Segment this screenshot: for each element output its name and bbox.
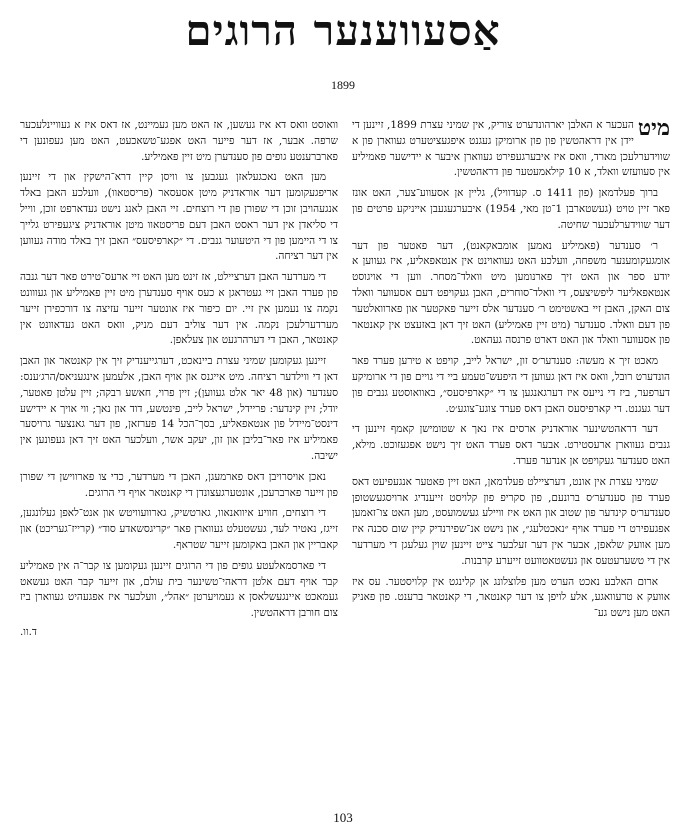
paragraph: די פארסמאלעטע גופים פון די הרוגים זיינען געקומען צו קבר־ה אין פאמיליע קבר אויף דעם אלטן דראהי־טשינער בית עולם, און זייער קבר האט געשאט געמאכט איינגעשלאסן א געמויערטן ״אהל״, וועלכער איז אפגעהיט געווארן ביז צום חורבן דראהטשין. bbox=[20, 559, 338, 620]
paragraph: ארום האלבע נאכט הערט מען פלוצלונג אן קלינגט אין קלויסטער. עס איז אוועק א טרעוואגע, אלע לויפן צו דער קאנטאר, די קאנטאר ברענט. פון פאניק האט מען נישט גע־ bbox=[352, 575, 670, 620]
paragraph: וואוסט וואס דא איז געשען, אז האט מען געמיינט, אז דאס איז א געוויינלעכער שרפה. אבער, אז דער פייער האט אפגע־טשאכעט, האט מען געפונען די פארברענטע גופים פון סענדערן מיט זיין פאמיליע. bbox=[20, 119, 338, 163]
paragraph: מאכט זיך א מעשה: סענדער׳ס זון, ישראל לייב, קויפט א טירען פערד פאר הונדערט רובל, וואס איז דאן געווען די היפעש־טעמע ביי די גויים פון די ארומיקע דערפער, ביז די נייעס איז דערגאנגען צו די ״קארפיסעס״, באוואוסטע גנבים פון דער געגנט. די קארפיסעס האבן דאס פערד צוגע־צוגע׳ט. bbox=[352, 355, 670, 415]
page-title: אַסעווענער הרוגים bbox=[185, 6, 501, 55]
paragraph: זיינען געקומען שמיני עצרת ביינאכט, דערגייענדיק זיך אין קאנטאר און האבן דאן די ווילדער רציחה. מיט אייגנס און אויף האבן, אלעמען אינגעניאס/הרג׳ענס: סענדער (און 48 יאר אלט געווען); זיין פרוי, חאשע רבקה; זיין עלטן פאטער, יודל; זיין קינדער: פריידל, ישראל לייב, פינטשע, דוד און נאך; ווי אויך א יידישע דינסט־מיידל פון אנטאפאליע, בסך־הכל 14 פערזאן, פון דער גאנצער גרויסער פאמיליע איז פאר־בליבן און זון, יעקב אשר, וועלכער האט זיך דאן געפונען אין ישיבה. bbox=[20, 355, 339, 462]
right-column bbox=[352, 115, 670, 627]
paragraph: נאכן אויסרויבן דאס פארמעגן, האבן די מערדער, כדי צו פארווישן די שפורן פון זייער פארברעכן, אונטערגעצונדן די קאנטאר אויף די הרוגים. bbox=[20, 470, 338, 499]
paragraph-text: העכער א האלבן יארהונדערט צוריק, אין שמיני עצרת 1899, זיינען די יידן אין דראהטשין פון פון ארומיקן געגנט איפגעציטערט געווארן פון א שווידערלעכן מארד, וואס איז איבערגעפירט געווארן איבער א יידישער פאמיליע אין סעוועזש וואלד, א 10 קילאמעטער פון דראהטשין. bbox=[352, 119, 670, 179]
paragraph: די רוצחים, חוויע איוואנאוו, גארטשיק, גארוועוויטש און אנט־לאפן געלונגען, זייגז, נאטיר לעד, געשטעלט געווארן פאר ״קריגסשאדע סוד״ (קרייז־געריכט) און קאבריין און האבן באקומען זייער שטראף. bbox=[20, 507, 338, 551]
signature: ד.וו. bbox=[20, 625, 37, 638]
paragraph: מען האט נאכגעלאזן געגבען צו וויסן קיין דרא־הישקין און די זיינען אריפגעקומען דער אוראדניק מיטן אסעסאר (פריסטאוו), וועלכע האבן באלד אנגעהויבן זוכן די שפורן פון די רוצחים. זיי האבן לאנג נישט געדארפט זוכן, ווייל די סליאדן אין דער ראסט האבן דעם פריסטאוו מיטן אוראדניק ציגעפירט גלייך צו די היימען פון די היטעוער גנבים. די ״קארפיסעס״ האבן זיך באלד מודה געווען אין דער רציחה. bbox=[20, 171, 338, 263]
year-label: 1899 bbox=[331, 78, 355, 92]
left-column bbox=[20, 118, 338, 646]
paragraph bbox=[352, 115, 670, 181]
paragraph: די מערדער האבן דערציילט, אז זינט מען האט זיי ארעס־טירט פאר דער גנבה פון פערד האבן זיי געטראגן א כעס אויף סענדערן מיט זיין פאמיליע און געווונט נקמה צו נעמען אין זיי. יום כיפור איז אונטער זייער עזיצה צו דורכפירן זייער מערדערלעכן נקמה. אין דער צוליב דעם מניק, וואס האט געדאוונט אין קאנטאר, האבן די דערהרגעט און צעלאפן. bbox=[20, 271, 338, 347]
paragraph: ברוך פעלדמאן (פון 1411 ס. קעדוויל), גליין אן אסעווע־צער, האט אונז פאר זיין טויט (געשטארבן 1־טן מאי, 1954) איבערגעגעבן אייניקע פרטים פון דער שווידערלעכער שחיטה. bbox=[352, 187, 670, 231]
paragraph: ר׳ סענדער (פאמיליע נאמען אומבאקאנט), דער פאטער פון דער אומגעקומענער משפחה, וועלכע האט געוואוינט אין אנטאפאליע, איז געווען א יודע ספר און האט זיך פארנומען מיט וואלד־מסחר. ווען די אויגוסט אנטאפאליער ליפשיצעס, די וואלד־סוחרים, האבן געקויפט דעם אסעווער וואלד צום האקן, האבן זיי באשטימט ר׳ סענדער אלס זייער פאקטער און פארוואלטער פון דעם וואלד. סענדער (מיט זיין פאמיליע) האט זיך דאן באזעצט אין קאנטאר פון אסעווער וואלד און האט דארט פרנסה געהאט. bbox=[352, 239, 670, 347]
lead-word: מיט bbox=[637, 115, 670, 141]
paragraph: שמיני עצרת אין אונט, דערציילט פעלדמאן, האט זיין פאטער אנגעפיעט דאס פערד פון סענדער׳ס ברונעם, פון סקריפ פון קלויסט זייענדיג ארויסגעשטופן סענדער׳ס קינדער פון שטוב און האט איז וויילע געשמועסט, מען האט צו־זאמען אפגעפירט די פערד אויף ״נאכטלעג״, און נישט אנ־שפירנדיק קיין שום סכנה איז מען אוועק שלאפן, אבער אין דער זעלבער צייט זיינען שוין געלעגן די מערדער אין די טשערעטעס און געשטאטוועט זייערע קרבנות. bbox=[352, 475, 670, 567]
paragraph: דער דראהטשינער אוראדניק ארסים איז נאך א שטומישן קאמף זיינען די גנבים געווארן ארעסטירט. אבער דאס פערד האט זיך נישט אפגעזוכט. מילא, האט סענדער געקויפט אן אנדער פערד. bbox=[352, 423, 670, 467]
page-number: 103 bbox=[333, 810, 353, 825]
